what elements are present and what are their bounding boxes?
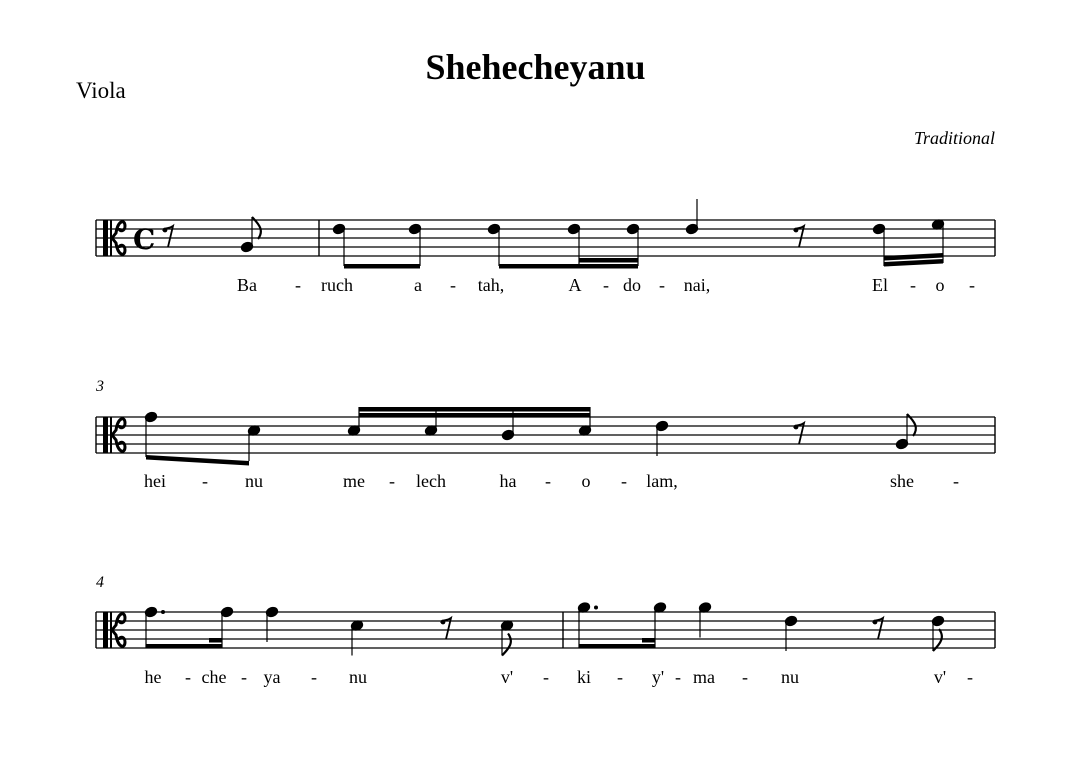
score-title: Shehecheyanu (425, 47, 646, 87)
lyric-syllable: o (935, 275, 945, 295)
staff-system-2 (96, 407, 995, 466)
measure-number-3: 3 (96, 378, 104, 395)
lyric-syllable: y' (651, 667, 665, 687)
lyric-syllable: El (872, 275, 888, 295)
lyric-syllable: Ba (237, 275, 257, 295)
staff-system-3 (96, 602, 995, 656)
time-signature: C (133, 223, 156, 256)
augmentation-dot (594, 606, 598, 610)
lyric-syllable: lech (416, 471, 446, 491)
lyric-syllable: tah, (477, 275, 505, 295)
beam (579, 644, 655, 649)
rest-dot (794, 228, 799, 233)
note-flag (502, 634, 511, 656)
lyric-hyphen: - (617, 667, 623, 687)
clef-bar (103, 220, 108, 256)
lyric-syllable: ya (263, 667, 281, 687)
composer: Traditional (913, 128, 995, 148)
lyric-syllable: v' (500, 667, 514, 687)
augmentation-dot (161, 610, 165, 614)
lyric-syllable: nu (349, 667, 367, 687)
lyric-syllable: he (144, 667, 162, 687)
rest-dot (163, 228, 168, 233)
lyric-syllable: lam, (646, 471, 678, 491)
lyric-syllable: ki (576, 667, 592, 687)
lyric-hyphen: - (202, 471, 208, 491)
lyric-hyphen: - (910, 275, 916, 295)
lyric-hyphen: - (742, 667, 748, 687)
lyric-hyphen: - (295, 275, 301, 295)
beam (344, 264, 420, 269)
lyric-syllable: do (623, 275, 641, 295)
clef-bar (110, 612, 112, 648)
lyric-hyphen: - (543, 667, 549, 687)
beam (884, 253, 943, 261)
lyric-hyphen: - (675, 667, 681, 687)
rest-dot (873, 620, 878, 625)
lyric-syllable: nu (245, 471, 263, 491)
lyric-syllable: A (568, 275, 582, 295)
lyric-syllable: che (201, 667, 227, 687)
lyric-syllable: nai, (683, 275, 711, 295)
lyric-hyphen: - (545, 471, 551, 491)
clef-bar (103, 417, 108, 453)
rest-dot (794, 425, 799, 430)
lyric-hyphen: - (953, 471, 959, 491)
lyric-hyphen: - (311, 667, 317, 687)
beam (146, 644, 222, 649)
beam (579, 258, 638, 263)
lyric-syllable: v' (933, 667, 947, 687)
beam (359, 407, 590, 412)
lyric-hyphen: - (969, 275, 975, 295)
instrument-name: Viola (76, 78, 126, 103)
beam (146, 455, 249, 466)
lyric-syllable: she (890, 471, 914, 491)
measure-number-4: 4 (96, 574, 104, 591)
lyric-syllable: ha (499, 471, 517, 491)
beam (209, 638, 222, 643)
clef-bar (110, 417, 112, 453)
lyric-hyphen: - (967, 667, 973, 687)
lyric-hyphen: - (389, 471, 395, 491)
lyric-syllable: hei (144, 471, 166, 491)
lyric-syllable: o (581, 471, 591, 491)
clef-bar (103, 612, 108, 648)
lyric-hyphen: - (603, 275, 609, 295)
lyric-hyphen: - (241, 667, 247, 687)
beam (884, 259, 943, 267)
lyric-hyphen: - (450, 275, 456, 295)
rest-dot (441, 620, 446, 625)
lyric-hyphen: - (185, 667, 191, 687)
lyrics-layer (144, 275, 975, 687)
beam (642, 638, 655, 643)
lyric-hyphen: - (659, 275, 665, 295)
lyric-syllable: me (343, 471, 365, 491)
beam (499, 264, 638, 269)
beam (359, 413, 590, 418)
lyric-syllable: a (414, 275, 422, 295)
lyric-syllable: nu (781, 667, 799, 687)
clef-bar (110, 220, 112, 256)
lyric-syllable: ma (693, 667, 715, 687)
lyric-hyphen: - (621, 471, 627, 491)
lyric-syllable: ruch (321, 275, 353, 295)
staff-system-1 (96, 199, 995, 269)
